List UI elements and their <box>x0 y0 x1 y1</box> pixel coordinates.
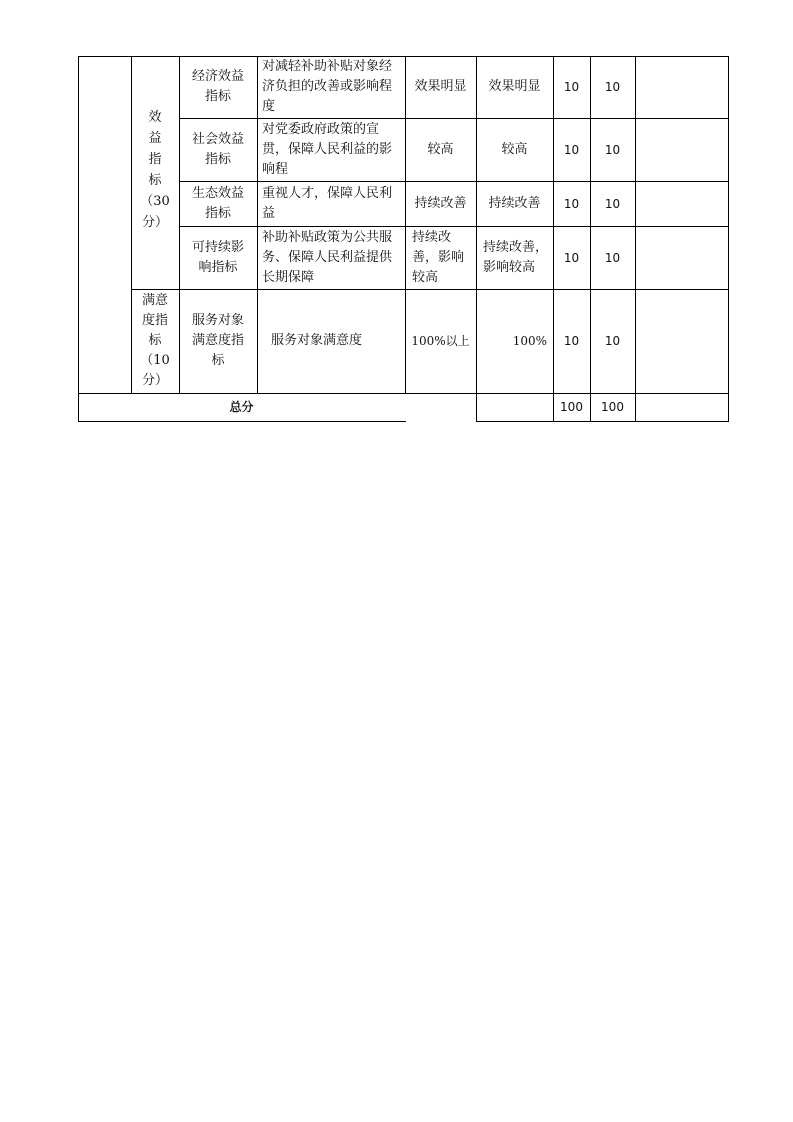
indicator-line: 响指标 <box>198 259 238 275</box>
table-bottom-border <box>476 421 728 422</box>
indicator-line: 标 <box>211 353 225 368</box>
content-line: 补助补贴政策为公共服 <box>262 229 393 245</box>
category-line: （30 <box>140 194 170 209</box>
table-row-actual <box>476 226 553 289</box>
category-line: 标 <box>148 173 162 188</box>
table-row-note <box>635 181 728 226</box>
category-line: 标 <box>148 333 162 348</box>
content-line: 对党委政府政策的宣 <box>262 121 380 137</box>
table-row-target: 100%以上 <box>411 334 470 348</box>
total-weight: 100 <box>560 400 583 414</box>
table-row-weight: 10 <box>563 250 580 265</box>
col-divider <box>728 56 729 422</box>
table-row-content <box>257 181 405 226</box>
content-line: 济负担的改善或影响程 <box>262 79 393 94</box>
table-row-indicator <box>179 181 257 226</box>
indicator-line: 社会效益 <box>191 131 244 147</box>
table-row-note <box>635 226 728 289</box>
total-score: 100 <box>601 400 624 414</box>
category-line: 满意 <box>141 293 168 308</box>
category-benefit-indicator <box>131 100 179 240</box>
category-line: 分） <box>141 215 168 230</box>
table-row-target: 较高 <box>427 141 454 157</box>
table-row-score: 10 <box>604 334 621 348</box>
table-row-score: 10 <box>604 250 621 265</box>
table-row-weight: 10 <box>563 196 580 211</box>
table-row-actual: 持续改善 <box>488 195 541 211</box>
content-line: 务、保障人民利益提供 <box>262 249 393 265</box>
indicator-line: 可持续影 <box>191 239 244 255</box>
category-line: 益 <box>148 131 162 146</box>
actual-line: 持续改善， <box>483 239 549 255</box>
category-line: （10 <box>140 353 170 368</box>
table-row-weight: 10 <box>563 334 580 348</box>
total-label: 总分 <box>229 400 254 414</box>
table-row-target: 效果明显 <box>414 79 467 94</box>
content-line: 益 <box>262 205 276 221</box>
category-line: 分） <box>141 373 168 388</box>
table-row-indicator <box>179 56 257 118</box>
table-row-indicator <box>179 226 257 289</box>
table-row-actual: 较高 <box>501 141 528 157</box>
category-satisfaction-indicator <box>131 289 179 393</box>
table-row-content <box>257 226 405 289</box>
table-row-target: 持续改善 <box>414 195 467 211</box>
content-line: 度 <box>262 99 276 114</box>
content-line: 响程 <box>262 161 289 177</box>
target-line: 善，影响 <box>412 249 465 265</box>
table-row-note <box>635 289 728 393</box>
table-row-note <box>635 118 728 181</box>
indicator-line: 满意度指 <box>191 333 244 348</box>
table-row-score: 10 <box>604 142 621 157</box>
content-line: 贯，保障人民利益的影 <box>262 141 393 157</box>
target-line: 较高 <box>412 269 439 285</box>
table-row-indicator <box>179 118 257 181</box>
table-row-target <box>405 226 476 289</box>
table-row-score: 10 <box>604 196 621 211</box>
indicator-line: 生态效益 <box>191 185 244 201</box>
content-line: 重视人才，保障人民利 <box>262 185 393 201</box>
target-line: 持续改 <box>412 229 452 245</box>
table-row-weight: 10 <box>563 80 580 94</box>
table-row-indicator <box>179 289 257 393</box>
indicator-line: 指标 <box>204 151 231 167</box>
table-row-actual: 100% <box>512 334 547 348</box>
actual-line: 影响较高 <box>483 259 536 275</box>
category-line: 度指 <box>141 313 168 328</box>
indicator-line: 服务对象 <box>191 313 244 328</box>
table-row-weight: 10 <box>563 142 580 157</box>
indicator-line: 经济效益 <box>191 69 244 84</box>
content-line: 长期保障 <box>262 269 315 285</box>
table-row-actual: 效果明显 <box>488 79 541 94</box>
category-line: 指 <box>148 152 162 167</box>
col-divider <box>78 56 79 422</box>
table-row-note <box>635 56 728 118</box>
table-row-content <box>257 56 405 118</box>
table-row-content <box>257 118 405 181</box>
table-row-score: 10 <box>604 80 621 94</box>
table-row-content: 服务对象满意度 <box>271 333 363 348</box>
content-line: 对减轻补助补贴对象经 <box>262 59 393 74</box>
indicator-line: 指标 <box>204 205 231 221</box>
category-line: 效 <box>148 110 162 125</box>
indicator-line: 指标 <box>204 89 231 104</box>
table-bottom-border <box>78 421 406 422</box>
